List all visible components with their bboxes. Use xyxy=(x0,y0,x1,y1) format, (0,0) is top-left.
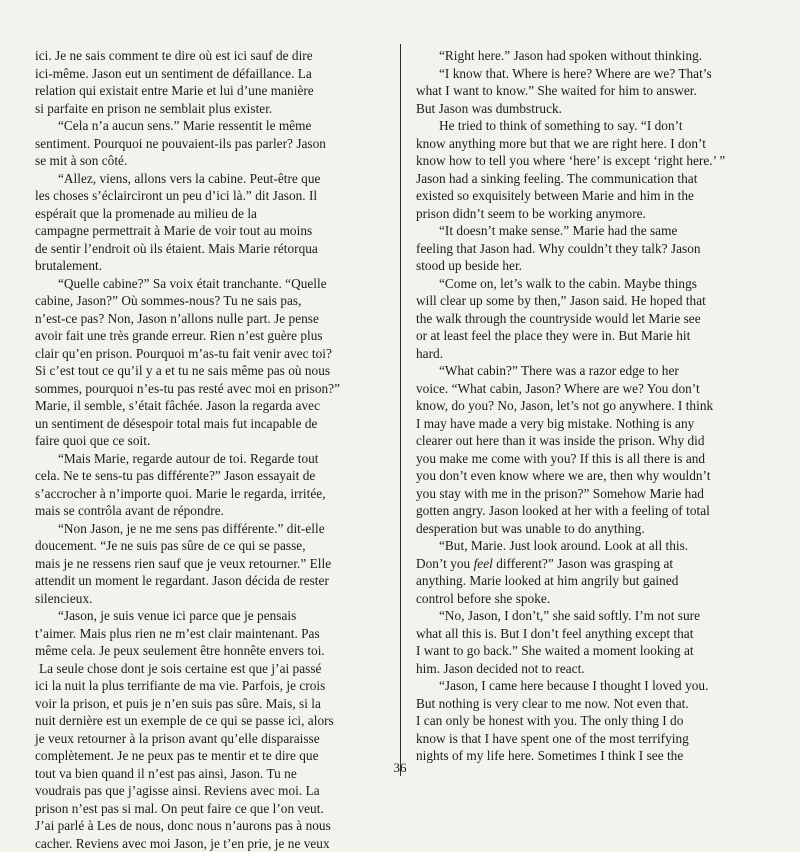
text-line: “Jason, I came here because I thought I loved you. xyxy=(416,677,768,695)
text-line: you don’t even know where we are, then why wouldn’t xyxy=(416,467,768,485)
text-line: “Allez, viens, allons vers la cabine. Peut-être que xyxy=(35,170,387,188)
text-line: or at least feel the place they were in. But Marie hit xyxy=(416,327,768,345)
text-line: un sentiment de désespoir total mais fut incapable de xyxy=(35,415,387,433)
text-line: him. Jason decided not to react. xyxy=(416,660,768,678)
text-line: sommes, pourquoi n’es-tu pas resté avec moi en prison?” xyxy=(35,380,387,398)
page-number: 36 xyxy=(0,760,800,776)
text-line: si parfaite en prison ne semblait plus exister. xyxy=(35,100,387,118)
text-line: “I know that. Where is here? Where are we? That’s xyxy=(416,65,768,83)
text-line: voudrais pas que j’agisse ainsi. Reviens avec moi. La xyxy=(35,782,387,800)
text-line: mais je ne ressens rien sauf que je veux retourner.” Elle xyxy=(35,555,387,573)
text-line: brutalement. xyxy=(35,257,387,275)
text-line: “Non Jason, je ne me sens pas différente.” dit-elle xyxy=(35,520,387,538)
text-line: même cela. Je peux seulement être honnête envers toi. xyxy=(35,642,387,660)
text-line: Marie, il semble, s’était fâchée. Jason la regarda avec xyxy=(35,397,387,415)
text-line: t’aimer. Mais plus rien ne m’est clair maintenant. Pas xyxy=(35,625,387,643)
text-line: clair qu’en prison. Pourquoi m’as-tu fait venir avec toi? xyxy=(35,345,387,363)
column-divider xyxy=(400,44,401,776)
text-line: “Quelle cabine?” Sa voix était tranchante. “Quelle xyxy=(35,275,387,293)
text-line: Si c’est tout ce qu’il y a et tu ne sais même pas où nous xyxy=(35,362,387,380)
text-line: complètement. Je ne peux pas te mentir et te dire que xyxy=(35,747,387,765)
text-line: se mit à son côté. xyxy=(35,152,387,170)
text-line: n’est-ce pas? Non, Jason n’allons nulle part. Je pense xyxy=(35,310,387,328)
text-line: sentiment. Pourquoi ne pouvaient-ils pas parler? Jason xyxy=(35,135,387,153)
text-line: gotten angry. Jason looked at her with a feeling of total xyxy=(416,502,768,520)
text-line: prison n’est pas si mal. On peut faire ce que l’on veut. xyxy=(35,800,387,818)
text-line: “Mais Marie, regarde autour de toi. Regarde tout xyxy=(35,450,387,468)
text-line: know, do you? No, Jason, let’s not go anywhere. I think xyxy=(416,397,768,415)
text-line: ici la nuit la plus terrifiante de ma vie. Parfois, je crois xyxy=(35,677,387,695)
text-line: je veux retourner à la prison avant qu’elle disparaisse xyxy=(35,730,387,748)
text-line: doucement. “Je ne suis pas sûre de ce qui se passe, xyxy=(35,537,387,555)
text-line: relation qui existait entre Marie et lui d’une manière xyxy=(35,82,387,100)
text-line: know anything more but that we are right here. I don’t xyxy=(416,135,768,153)
text-line: prison didn’t seem to be working anymore. xyxy=(416,205,768,223)
text-line: what I want to know.” She waited for him to answer. xyxy=(416,82,768,100)
text-line: you stay with me in the prison?” Somehow Marie had xyxy=(416,485,768,503)
text-line: But nothing is very clear to me now. Not even that. xyxy=(416,695,768,713)
text-line: mais se contrôla avant de répondre. xyxy=(35,502,387,520)
text-line: desperation but was unable to do anything. xyxy=(416,520,768,538)
text-line: “What cabin?” There was a razor edge to her xyxy=(416,362,768,380)
text-line: But Jason was dumbstruck. xyxy=(416,100,768,118)
text-line: cabine, Jason?” Où sommes-nous? Tu ne sais pas, xyxy=(35,292,387,310)
text-line: “Right here.” Jason had spoken without thinking. xyxy=(416,47,768,65)
text-line: cela. Ne te sens-tu pas différente?” Jason essayait de xyxy=(35,467,387,485)
text-line: I can only be honest with you. The only thing I do xyxy=(416,712,768,730)
text-line: “No, Jason, I don’t,” she said softly. I’m not sure xyxy=(416,607,768,625)
text-line: He tried to think of something to say. “I don’t xyxy=(416,117,768,135)
text-line: nights of my life here. Sometimes I think I see the xyxy=(416,747,768,765)
text-line: voice. “What cabin, Jason? Where are we? You don’t xyxy=(416,380,768,398)
text-line: espérait que la promenade au milieu de la xyxy=(35,205,387,223)
text-line: feeling that Jason had. Why couldn’t they talk? Jason xyxy=(416,240,768,258)
text-line: you make me come with you? If this is all there is and xyxy=(416,450,768,468)
text-line: silencieux. xyxy=(35,590,387,608)
text-line: “It doesn’t make sense.” Marie had the same xyxy=(416,222,768,240)
text-line: existed so exquisitely between Marie and him in the xyxy=(416,187,768,205)
text-line: “Cela n’a aucun sens.” Marie ressentit le même xyxy=(35,117,387,135)
text-line: les choses s’éclairciront un peu d’ici là.” dit Jason. Il xyxy=(35,187,387,205)
text-line: de sentir l’endroit où ils étaient. Mais Marie rétorqua xyxy=(35,240,387,258)
text-line: cacher. Reviens avec moi Jason, je t’en prie, je ne veux xyxy=(35,835,387,852)
text-line: faire quoi que ce soit. xyxy=(35,432,387,450)
text-line: campagne permettrait à Marie de voir tout au moins xyxy=(35,222,387,240)
right-column-english-text xyxy=(416,47,768,765)
text-line: anything. Marie looked at him angrily but gained xyxy=(416,572,768,590)
text-line: stood up beside her. xyxy=(416,257,768,275)
text-line: know is that I have spent one of the most terrifying xyxy=(416,730,768,748)
text-line: ici-même. Jason eut un sentiment de défaillance. La xyxy=(35,65,387,83)
text-line: nuit dernière est un exemple de ce qui se passe ici, alors xyxy=(35,712,387,730)
text-line-with-italic: Don’t you feel different?” Jason was grasping at xyxy=(416,555,768,573)
text-line: ici. Je ne sais comment te dire où est ici sauf de dire xyxy=(35,47,387,65)
text-line: avoir fait une très grande erreur. Rien n’est guère plus xyxy=(35,327,387,345)
text-line: know how to tell you where ‘here’ is except ‘right here.’ ” xyxy=(416,152,768,170)
text-line: tout va bien quand il n’est pas ainsi, Jason. Tu ne xyxy=(35,765,387,783)
text-line: La seule chose dont je sois certaine est que j’ai passé xyxy=(35,660,387,678)
text-line: the walk through the countryside would let Marie see xyxy=(416,310,768,328)
text-line: “But, Marie. Just look around. Look at all this. xyxy=(416,537,768,555)
text-line: s’accrocher à n’importe quoi. Marie le regarda, irritée, xyxy=(35,485,387,503)
text-line: J’ai parlé à Les de nous, donc nous n’aurons pas à nous xyxy=(35,817,387,835)
left-column-french-text xyxy=(35,47,387,852)
text-line: I may have made a very big mistake. Nothing is any xyxy=(416,415,768,433)
text-line: will clear up some by then,” Jason said. He hoped that xyxy=(416,292,768,310)
text-line: hard. xyxy=(416,345,768,363)
text-line: Jason had a sinking feeling. The communication that xyxy=(416,170,768,188)
text-line: “Come on, let’s walk to the cabin. Maybe things xyxy=(416,275,768,293)
text-line: control before she spoke. xyxy=(416,590,768,608)
text-line: clearer out here than it was inside the prison. Why did xyxy=(416,432,768,450)
text-line: “Jason, je suis venue ici parce que je pensais xyxy=(35,607,387,625)
text-line: what all this is. But I don’t feel anything except that xyxy=(416,625,768,643)
text-line: attendit un moment le regardant. Jason décida de rester xyxy=(35,572,387,590)
text-line: voir la prison, et puis je n’en suis pas sûre. Mais, si la xyxy=(35,695,387,713)
text-line: I want to go back.” She waited a moment looking at xyxy=(416,642,768,660)
